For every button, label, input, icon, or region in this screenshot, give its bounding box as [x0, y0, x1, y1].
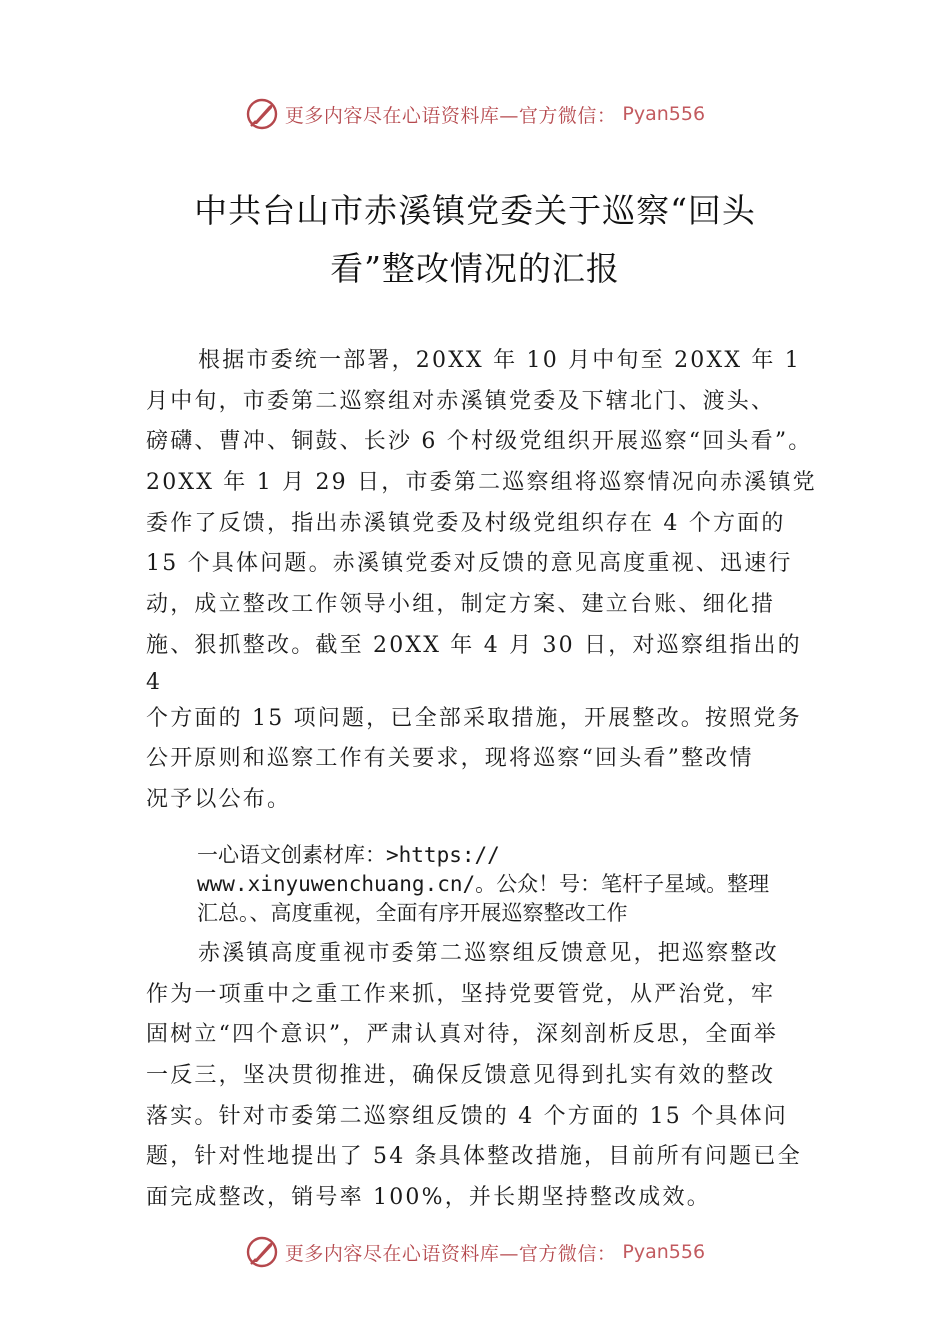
document-title-line-1: 中共台山市赤溪镇党委关于巡察“回头: [194, 191, 756, 230]
source-note: [197, 841, 837, 928]
document-title-line-2: 看”整改情况的汇报: [330, 249, 620, 288]
source-note-line: 汇总。、高度重视，全面有序开展巡察整改工作: [197, 901, 628, 925]
paragraph-line: 公开原则和巡察工作有关要求，现将巡察“回头看”整改情: [146, 746, 754, 772]
paragraph-line: 委作了反馈，指出赤溪镇党委及村级党组织存在 4 个方面的: [146, 510, 786, 536]
paragraph-2: [146, 934, 806, 1219]
paragraph-line: 15 个具体问题。赤溪镇党委对反馈的意见高度重视、迅速行: [146, 551, 793, 577]
paragraph-line: 面完成整改，销号率 100%，并长期坚持整改成效。: [146, 1185, 711, 1211]
paragraph-line: 施、狠抓整改。截至 20XX 年 4 月 30 日，对巡察组指出的: [146, 632, 802, 658]
paragraph-line: 赤溪镇高度重视市委第二巡察组反馈意见，把巡察整改: [198, 941, 779, 966]
header-banner: [0, 94, 950, 134]
paragraph-line: 个方面的 15 项问题，已全部采取措施，开展整改。按照党务: [146, 705, 802, 731]
footer-banner: [0, 1232, 950, 1272]
banner-text: 更多内容尽在心语资料库—官方微信：: [284, 1242, 617, 1265]
paragraph-line: 月中旬，市委第二巡察组对赤溪镇党委及下辖北门、渡头、: [146, 388, 776, 414]
paragraph-line: 固树立“四个意识”，严肃认真对待，深刻剖析反思，全面举: [146, 1022, 778, 1048]
paragraph-line: 题，针对性地提出了 54 条具体整改措施，目前所有问题已全: [146, 1144, 802, 1170]
paragraph-1: [146, 341, 817, 821]
paragraph-line: 一反三，坚决贯彻推进，确保反馈意见得到扎实有效的整改: [146, 1063, 776, 1089]
banner-wechat-id: Pyan556: [622, 103, 706, 125]
paragraph-line: 根据市委统一部署，20XX 年 10 月中旬至 20XX 年 1: [198, 348, 801, 373]
source-note-line: 一心语文创素材库：>https://: [197, 843, 500, 867]
paragraph-line: 磅礴、曹冲、铜鼓、长沙 6 个村级党组织开展巡察“回头看”。: [146, 429, 813, 455]
paragraph-line: 4: [146, 669, 163, 695]
source-note-line: www.xinyuwenchuang.cn/。公众！号：笔杆子星域。整理: [197, 872, 770, 896]
quill-logo-icon: [245, 1235, 279, 1269]
paragraph-line: 况予以公布。: [146, 786, 292, 812]
paragraph-line: 作为一项重中之重工作来抓，坚持党要管党，从严治党，牢: [146, 981, 776, 1007]
paragraph-line: 落实。针对市委第二巡察组反馈的 4 个方面的 15 个具体问: [146, 1103, 788, 1129]
quill-logo-icon: [245, 97, 279, 131]
banner-wechat-id: Pyan556: [622, 1241, 706, 1263]
paragraph-line: 动，成立整改工作领导小组，制定方案、建立台账、细化措: [146, 592, 776, 618]
paragraph-line: 20XX 年 1 月 29 日，市委第二巡察组将巡察情况向赤溪镇党: [146, 470, 817, 496]
banner-text: 更多内容尽在心语资料库—官方微信：: [284, 104, 617, 127]
